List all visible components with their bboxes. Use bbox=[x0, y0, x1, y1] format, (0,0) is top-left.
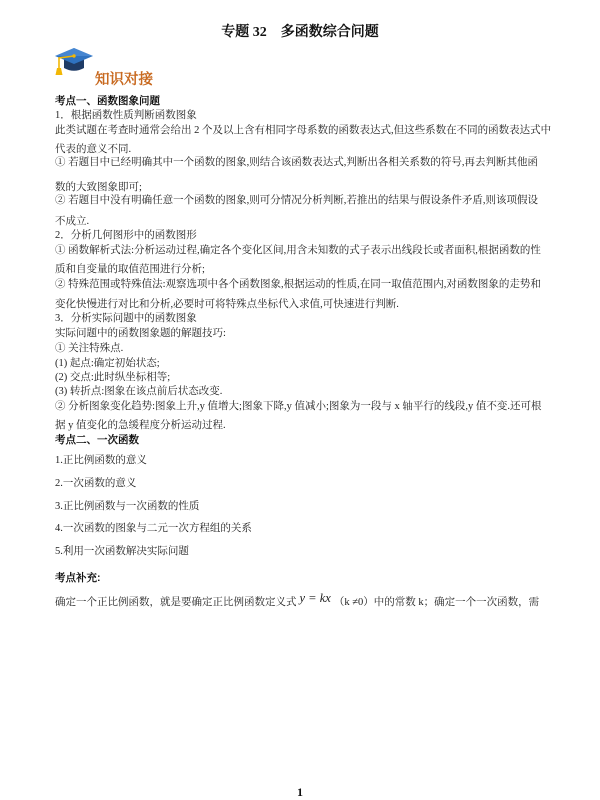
paragraph-line: (3) 转折点:图象在该点前后状态改变. bbox=[55, 386, 223, 397]
subsection-heading-2: 2．分析几何图形中的函数图形 bbox=[55, 230, 197, 241]
supplement-text-line bbox=[55, 591, 540, 610]
subsection-heading-3: 3．分析实际问题中的函数图象 bbox=[55, 313, 197, 324]
paragraph-line: 实际问题中的函数图象题的解题技巧: bbox=[55, 328, 226, 339]
section-banner bbox=[54, 46, 164, 90]
paragraph-line: ② 若题目中没有明确任意一个函数的图象,则可分情况分析判断,若推出的结果与假设条件矛盾,则该项假设 bbox=[55, 195, 538, 206]
graduation-cap-icon bbox=[54, 46, 94, 78]
list-item: 5.利用一次函数解决实际问题 bbox=[55, 546, 189, 557]
list-item: 3.正比例函数与一次函数的性质 bbox=[55, 501, 200, 512]
paragraph-line: ② 分析图象变化趋势:图象上升,y 值增大;图象下降,y 值减小;图象为一段与 x 轴平行的线段,y 值不变.还可根 bbox=[55, 401, 542, 412]
paragraph-line: 代表的意义不同. bbox=[55, 144, 132, 155]
paragraph-line: ① 若题目中已经明确其中一个函数的图象,则结合该函数表达式,判断出各相关系数的符号,再去判断其他函 bbox=[55, 157, 538, 168]
paragraph-line: ② 特殊范围或特殊值法:观察选项中各个函数图象,根据运动的性质,在同一取值范围内,对函数图象的走势和 bbox=[55, 279, 541, 290]
supplement-text-after: （k ≠0）中的常数 k；确定一个一次函数，需 bbox=[333, 597, 540, 608]
paragraph-line: 不成立. bbox=[55, 216, 90, 227]
paragraph-line: (1) 起点:确定初始状态; bbox=[55, 358, 160, 369]
paragraph-line: ① 关注特殊点. bbox=[55, 343, 124, 354]
page-title: 专题 32 多函数综合问题 bbox=[221, 25, 379, 40]
subsection-heading-1: 1．根据函数性质判断函数图象 bbox=[55, 110, 197, 121]
paragraph-line: ① 函数解析式法:分析运动过程,确定各个变化区间,用含未知数的式子表示出线段长或者面积,根据函数的性 bbox=[55, 245, 541, 256]
page-number: 1 bbox=[297, 785, 303, 799]
list-item: 1.正比例函数的意义 bbox=[55, 455, 147, 466]
paragraph-line: 变化快慢进行对比和分析,必要时可将特殊点坐标代入求值,可快速进行判断. bbox=[55, 299, 399, 310]
supplement-text-before: 确定一个正比例函数，就是要确定正比例函数定义式 bbox=[55, 597, 297, 608]
list-item: 2.一次函数的意义 bbox=[55, 478, 137, 489]
paragraph-line: 数的大致图象即可; bbox=[55, 182, 142, 193]
banner-label: 知识对接 bbox=[95, 72, 153, 88]
paragraph-line: (2) 交点:此时纵坐标相等; bbox=[55, 372, 171, 383]
supplement-heading: 考点补充: bbox=[55, 572, 101, 584]
topic-1-heading: 考点一、函数图象问题 bbox=[55, 95, 160, 107]
formula-y-equals-kx: y = kx bbox=[299, 591, 331, 605]
paragraph-line: 此类试题在考查时通常会给出 2 个及以上含有相同字母系数的函数表达式,但这些系数在不同的函数表达式中 bbox=[55, 125, 552, 136]
list-item: 4.一次函数的图象与二元一次方程组的关系 bbox=[55, 523, 252, 534]
paragraph-line: 质和自变量的取值范围进行分析; bbox=[55, 264, 205, 275]
topic-2-heading: 考点二、一次函数 bbox=[55, 434, 139, 446]
paragraph-line: 据 y 值变化的急缓程度分析运动过程. bbox=[55, 420, 226, 431]
